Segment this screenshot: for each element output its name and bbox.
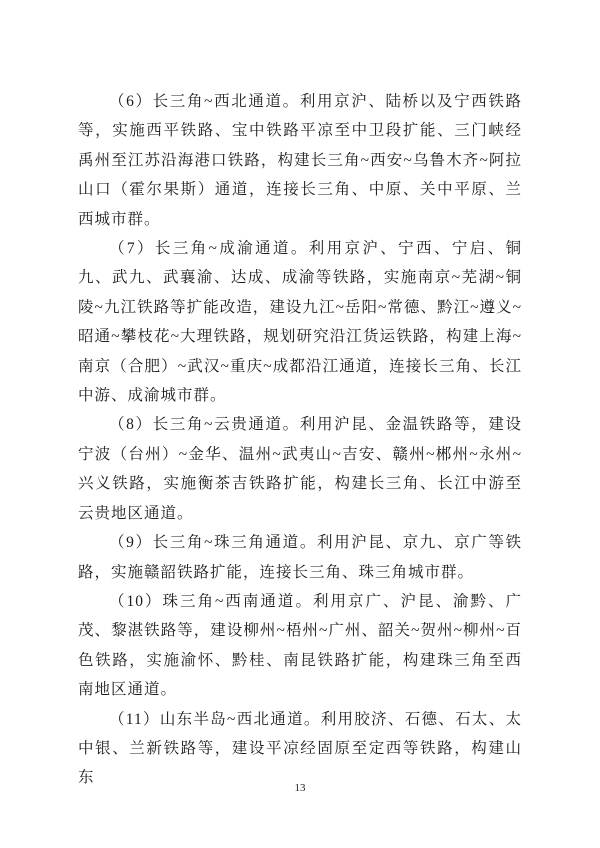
paragraph: （11）山东半岛~西北通道。利用胶济、石德、石太、太中银、兰新铁路等，建设平凉经固原至定西等铁路，构建山东 xyxy=(78,710,522,787)
paragraph: （8）长三角~云贵通道。利用沪昆、金温铁路等，建设宁波（台州）~金华、温州~武夷山~吉安、赣州~郴州~永州~兴义铁路，实施衡茶吉铁路扩能，构建长三角、长江中游至云贵地区通道。 xyxy=(78,416,522,522)
page-number: 13 xyxy=(294,782,306,794)
paragraph: （6）长三角~西北通道。利用京沪、陆桥以及宁西铁路等，实施西平铁路、宝中铁路平凉至中卫段扩能、三门峡经禹州至江苏沿海港口铁路，构建长三角~西安~乌鲁木齐~阿拉山口（霍尔果斯）通道，连接长三角、中原、关中平原、兰西城市群。 xyxy=(78,93,522,228)
paragraph: （9）长三角~珠三角通道。利用沪昆、京九、京广等铁路，实施赣韶铁路扩能，连接长三角、珠三角城市群。 xyxy=(78,534,522,581)
document-body xyxy=(78,87,522,793)
paragraph: （10）珠三角~西南通道。利用京广、沪昆、渝黔、广茂、黎湛铁路等，建设柳州~梧州~广州、韶关~贺州~柳州~百色铁路，实施渝怀、黔桂、南昆铁路扩能，构建珠三角至西南地区通道。 xyxy=(78,592,522,699)
paragraph: （7）长三角~成渝通道。利用京沪、宁西、宁启、铜九、武九、武襄渝、达成、成渝等铁路，实施南京~芜湖~铜陵~九江铁路等扩能改造，建设九江~岳阳~常德、黔江~遵义~昭通~攀枝花~大理铁路，规划研究沿江货运铁路，构建上海~南京（合肥）~武汉~重庆~成都沿江通道，连接长三角、长江中游、成渝城市群。 xyxy=(78,240,522,405)
